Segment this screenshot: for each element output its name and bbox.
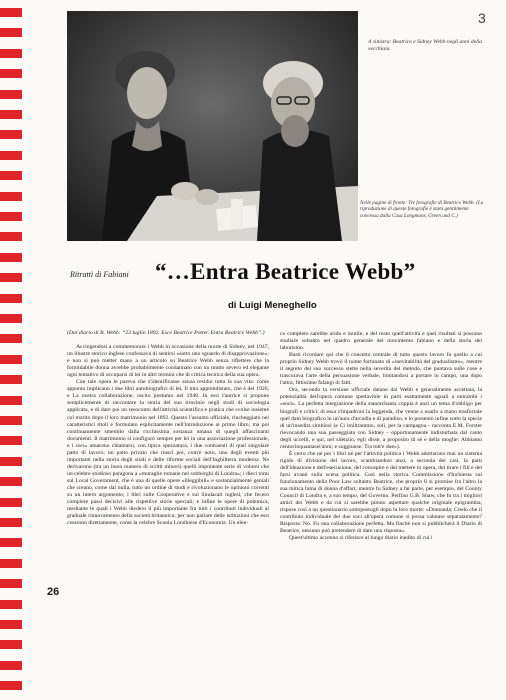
binding-mark [0,110,22,119]
binding-mark [0,559,22,568]
epigraph: (Dal diario di B. Webb: “23 luglio 1892. Esce Beatrice Potter. Entra Beatrice Webb”.) [67,330,265,336]
binding-hole [4,590,14,596]
column-right [280,331,482,542]
binding-mark [0,90,22,99]
binding-hole [4,365,14,371]
binding-hole [4,569,14,575]
binding-hole [4,610,14,616]
binding-mark [0,457,22,466]
photo-caption-top: A sinistra: Beatrice e Sidney Webb negli anni della vecchiaia. [368,39,483,52]
binding-hole [4,59,14,65]
binding-hole [4,406,14,412]
binding-strip [0,0,28,700]
binding-mark [0,375,22,384]
binding-hole [4,671,14,677]
binding-hole [4,631,14,637]
paragraph: È certo che né per i libri né per l'attività politica i Webb adottarono mai un sistema rigido di divisione del lavoro, scambiandosi anzi, a seconda dei casi, la parti dell'ideazione e dell'esecuzione, del concepire e del mettere in opera, del tirare i fili e del farsi avanti sulla scena politica. Così nella storica Commissione d'Inchiesta sul funzionamento della Poor Law soltanto Beatrice, che proprio lì si promise fra l'altro la sua mitica fama di donna d'affari; mentre fu Sidney a far parte, per esempio, del County Council di Londra e, a suo tempo, del Governo. Perfino G.B. Shaw, che fu tra i migliori amici dei Webb e da cui si sarebbe potuto aspettare qualche originale epigramma, rispose così a un questionario sottopostogli dopo la loro morte: «Domanda: Credo che il contributo individuale dei due soci all'opera comune si possa valutare separatamente? Risposta: No. Fu una collaborazione perfetta. Ma finché non si pubblicherà il Diario di Beatrice, nessuno può pretendere di dare una risposta». [280,450,482,535]
photo-caption-bottom: Nelle pagine di fronte: Tre fotografie di Beatrice Webb. (La riproduzione di queste fotografie è stata gentilmente concessa dalla Casa Longmans, Green and C.) [360,200,484,219]
binding-hole [4,19,14,25]
binding-hole [4,284,14,290]
binding-hole [4,386,14,392]
binding-mark [0,661,22,670]
binding-mark [0,518,22,527]
column-left [67,330,269,527]
binding-hole [4,100,14,106]
binding-hole [4,651,14,657]
folio-number: 26 [47,586,60,598]
binding-hole [4,121,14,127]
binding-hole [4,39,14,45]
binding-mark [0,396,22,405]
binding-hole [4,325,14,331]
binding-mark [0,416,22,425]
binding-hole [4,202,14,208]
binding-mark [0,355,22,364]
binding-hole [4,161,14,167]
binding-hole [4,447,14,453]
photo-webb-couple [67,11,358,241]
binding-hole [4,243,14,249]
paragraph: Basti ricordare qui che il concetto centrale di tutto questo lavoro fu quello a cui proprio Sidney Webb trovò il nome fortunato di «inevitabilità del gradualismo», mentre il segreto del suo successo stette nella severità del metodo, che puntava sulle cose e trascurava l'arte della persuasione verbale, limitandosi a portare in campo, una dopo l'altra, fittissime falangi di fatti. [280,352,482,387]
binding-mark [0,69,22,78]
binding-mark [0,579,22,588]
binding-mark [0,334,22,343]
paragraph: Quest'ultimo accenno si riferisce al lungo diario inedito di cui i [289,535,433,542]
binding-hole [4,182,14,188]
binding-mark [0,151,22,160]
binding-mark [0,436,22,445]
binding-hole [4,529,14,535]
binding-mark [0,314,22,323]
paragraph: Con tale opera le pareva che s'identificasse senza residui tutta la sua vita: come appunto implicano i due libri autobiografici di lei, Il mio apprendistato, che è del 1926, e La nostra collaborazione, uscito postumo nel 1948. In essi l'autrice si propone semplicemente di raccontare la storia del suo tirocinio negli studi di sociologia applicata, e di dare poi un resoconto dell'attività scientifica e pratica che svolse insieme col marito dopo il loro matrimonio nel 1892. Questo l'assunto ufficiale, rincheggiato nei caratteristici titoli e formulato esplicitamente nell'introduzione ai primo libro; ma poi continuamente smentito dalla ricchissima sostanza umana di quegli affascinanti documenti. Il matrimonio si configurò sempre per lei in una associazione professionale, e i soci» amarono chiamarsi, con tipica spezzatura, i due contraenti di quel singolare patto di lavoro; un patto privato che riuscì poi, com'è noto, uno degli eventi più importanti nella storia degli studi e delle riforme sociali dell'Inghilterra moderna. Ne derivarono (tra un buon numero di scritti minori) quelli imponente serie di volumi che un celebre studioso paragona a «muraglie romane nei sobborghi di Londra»; i dieci tomi sul Local Government, che è una di quelle opere «illeggibili» e sostanzialmente geniali che creano, come dal nulla, tutto un ordine di studi e rivoluzionano le opinioni correnti su un intero argomento; i libri sulle Cooperative e sui Sindacati inglesi, che fecero compiere passi decisivi alle rispettive storie speciali; e infine le opere di polemica, mediante le quali i Webb diedero il più importante fra tutti i contributi individuali al graduale rinnovamento della società britannica; per non parlare delle istituzioni che essi crearono direttamente, come la celebre Scuola Londinese d'Economia. Un elen- [67,379,269,527]
binding-mark [0,538,22,547]
binding-hole [4,692,14,698]
binding-mark [0,8,22,17]
binding-mark [0,49,22,58]
photo-image [67,11,358,241]
binding-mark [0,600,22,609]
paragraph: co completo sarebbe arido e inutile; e del resto quell'attività e quei risultati si possono studiare soltanto nel quadro generale del movimento fabiano e della storia del laburismo. [280,331,482,352]
binding-mark [0,253,22,262]
binding-mark [0,640,22,649]
paragraph: Ora, secondo la versione ufficiale datane dai Webb e generalmente accettata, la potenzialità dell'opera comune spettavible in parti esattamente uguali a entrambi i «soci». La perfetta integrazione della stanotchauta coppia è anzi un tema d'obbligo per biografi e critici: di essa s'impadronì la leggenda, che venne a usarlo a mano trasforrale quel dato biografico in un'aura d'arcadia e di paradiso, e lo presentò infine sotto la specie di un'insedita simbiosi (e Ci imiltrammo, soli, per la campagna - racconta E.M. Forster rievocando una sua passeggiata con Sidney - opportunamente indisturbata dal canto degli uccelli, e qui, nel silenzio, egli disse, a proposito di sé e della moglie: Abbiamo centocinquantasei'anni; e soggiunse: Tra tutt'e due»). [280,387,482,450]
binding-mark [0,130,22,139]
binding-mark [0,294,22,303]
binding-mark [0,28,22,37]
binding-mark [0,171,22,180]
binding-mark [0,232,22,241]
binding-hole [4,263,14,269]
binding-hole [4,508,14,514]
binding-hole [4,427,14,433]
binding-mark [0,477,22,486]
paragraph: Accingendosi a commemorare i Webb in occasione della morte di Sidney, nel 1947, un illustre storico inglese confessava di sentirsi «sotto uno sguardo di disapprovazione»: e non si può metter mano a un articolo su Beatrice Webb senza riflettere che la formidabile donna avrebbe probabilmente condannato con un mutto severo ed elegante ogni tentativo di occuparsi di lei in altri termini che di critica tecnica della sua opera. [67,344,269,379]
binding-hole [4,549,14,555]
binding-mark [0,192,22,201]
article-title: “…Entra Beatrice Webb” [155,259,416,284]
binding-hole [4,345,14,351]
binding-mark [0,681,22,690]
binding-hole [4,80,14,86]
handwritten-page-number: 3 [478,10,486,26]
binding-hole [4,223,14,229]
binding-mark [0,498,22,507]
binding-hole [4,467,14,473]
binding-mark [0,273,22,282]
binding-hole [4,488,14,494]
byline: di Luigi Meneghello [228,300,317,311]
binding-hole [4,141,14,147]
binding-mark [0,212,22,221]
binding-mark [0,620,22,629]
section-label: Ritratti di Fabiani [70,270,129,279]
binding-hole [4,304,14,310]
